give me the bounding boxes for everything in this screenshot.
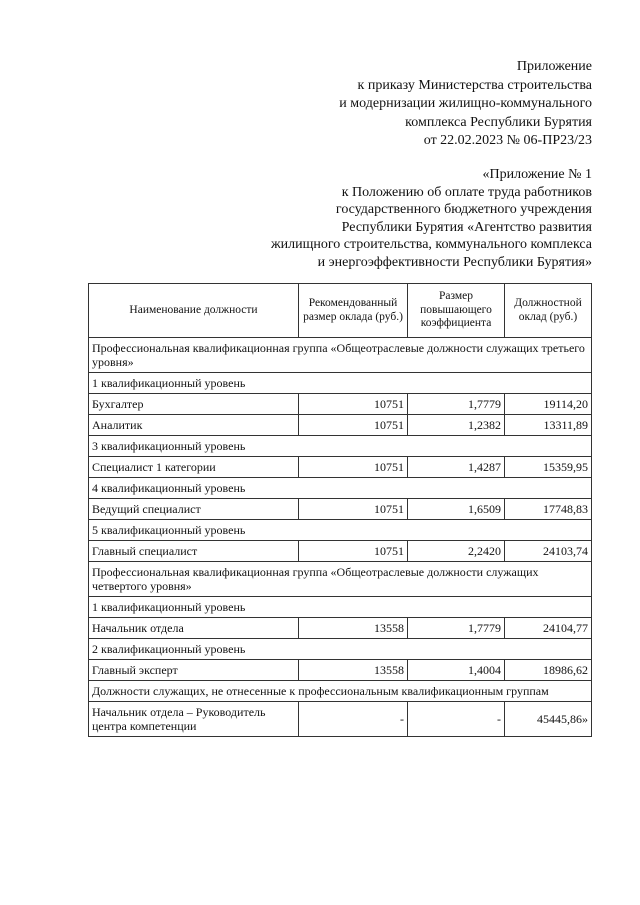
official-salary: 18986,62 bbox=[505, 660, 592, 681]
position-name: Начальник отдела – Руководитель центра компетенции bbox=[89, 702, 299, 737]
table-row bbox=[89, 457, 592, 478]
level-title: 1 квалификационный уровень bbox=[89, 597, 592, 618]
position-name: Аналитик bbox=[89, 415, 299, 436]
coefficient: - bbox=[408, 702, 505, 737]
header-line: «Приложение № 1 bbox=[482, 167, 592, 182]
salary-table bbox=[88, 283, 592, 737]
position-name: Специалист 1 категории bbox=[89, 457, 299, 478]
group-title: Должности служащих, не отнесенные к профессиональным квалификационным группам bbox=[89, 681, 592, 702]
order-reference-header bbox=[339, 58, 592, 151]
level-title: 3 квалификационный уровень bbox=[89, 436, 592, 457]
table-row bbox=[89, 660, 592, 681]
table-row bbox=[89, 499, 592, 520]
header-line: и модернизации жилищно-коммунального bbox=[339, 96, 592, 111]
group-title: Профессиональная квалификационная группа «Общеотраслевые должности служащих четвертого уровня» bbox=[89, 562, 592, 597]
coefficient: 2,2420 bbox=[408, 541, 505, 562]
coefficient: 1,4287 bbox=[408, 457, 505, 478]
position-name: Бухгалтер bbox=[89, 394, 299, 415]
group-title: Профессиональная квалификационная группа «Общеотраслевые должности служащих третьего уровня» bbox=[89, 338, 592, 373]
position-name: Главный эксперт bbox=[89, 660, 299, 681]
header-line: к приказу Министерства строительства bbox=[357, 77, 592, 93]
position-name: Ведущий специалист bbox=[89, 499, 299, 520]
coefficient: 1,6509 bbox=[408, 499, 505, 520]
base-salary: 10751 bbox=[299, 394, 408, 415]
column-header-base-salary: Рекомендованный размер оклада (руб.) bbox=[299, 284, 408, 338]
position-name: Главный специалист bbox=[89, 541, 299, 562]
group-row bbox=[89, 562, 592, 597]
header-line: Приложение bbox=[516, 59, 592, 74]
column-header-coefficient: Размер повышающего коэффициента bbox=[408, 284, 505, 338]
level-row bbox=[89, 520, 592, 541]
level-title: 5 квалификационный уровень bbox=[89, 520, 592, 541]
header-line: к Положению об оплате труда работников bbox=[341, 184, 592, 200]
coefficient: 1,4004 bbox=[408, 660, 505, 681]
base-salary: 10751 bbox=[299, 541, 408, 562]
column-header-official-salary: Должностной оклад (руб.) bbox=[505, 284, 592, 338]
coefficient: 1,7779 bbox=[408, 394, 505, 415]
level-row bbox=[89, 478, 592, 499]
group-row bbox=[89, 681, 592, 702]
position-name: Начальник отдела bbox=[89, 618, 299, 639]
base-salary: 10751 bbox=[299, 457, 408, 478]
table-row bbox=[89, 415, 592, 436]
official-salary: 24103,74 bbox=[505, 541, 592, 562]
header-line: жилищного строительства, коммунального комплекса bbox=[270, 237, 592, 252]
base-salary: - bbox=[299, 702, 408, 737]
base-salary: 13558 bbox=[299, 618, 408, 639]
table-row bbox=[89, 618, 592, 639]
level-row bbox=[89, 639, 592, 660]
base-salary: 10751 bbox=[299, 415, 408, 436]
base-salary: 13558 bbox=[299, 660, 408, 681]
official-salary: 17748,83 bbox=[505, 499, 592, 520]
level-title: 2 квалификационный уровень bbox=[89, 639, 592, 660]
header-line: Республики Бурятия «Агентство развития bbox=[341, 219, 592, 235]
level-row bbox=[89, 373, 592, 394]
coefficient: 1,2382 bbox=[408, 415, 505, 436]
level-title: 1 квалификационный уровень bbox=[89, 373, 592, 394]
official-salary: 24104,77 bbox=[505, 618, 592, 639]
header-line: государственного бюджетного учреждения bbox=[335, 202, 592, 217]
table-header-row bbox=[89, 284, 592, 338]
header-line: от 22.02.2023 № 06-ПР23/23 bbox=[423, 133, 592, 148]
header-line: комплекса Республики Бурятия bbox=[405, 114, 592, 130]
official-salary: 45445,86» bbox=[505, 702, 592, 737]
official-salary: 19114,20 bbox=[505, 394, 592, 415]
official-salary: 13311,89 bbox=[505, 415, 592, 436]
group-row bbox=[89, 338, 592, 373]
level-row bbox=[89, 436, 592, 457]
table-row bbox=[89, 394, 592, 415]
table-row bbox=[89, 702, 592, 737]
base-salary: 10751 bbox=[299, 499, 408, 520]
header-line: и энергоэффективности Республики Бурятия» bbox=[317, 254, 592, 270]
appendix-reference-header bbox=[271, 166, 592, 271]
column-header-position: Наименование должности bbox=[89, 284, 299, 338]
coefficient: 1,7779 bbox=[408, 618, 505, 639]
official-salary: 15359,95 bbox=[505, 457, 592, 478]
level-title: 4 квалификационный уровень bbox=[89, 478, 592, 499]
table-row bbox=[89, 541, 592, 562]
level-row bbox=[89, 597, 592, 618]
